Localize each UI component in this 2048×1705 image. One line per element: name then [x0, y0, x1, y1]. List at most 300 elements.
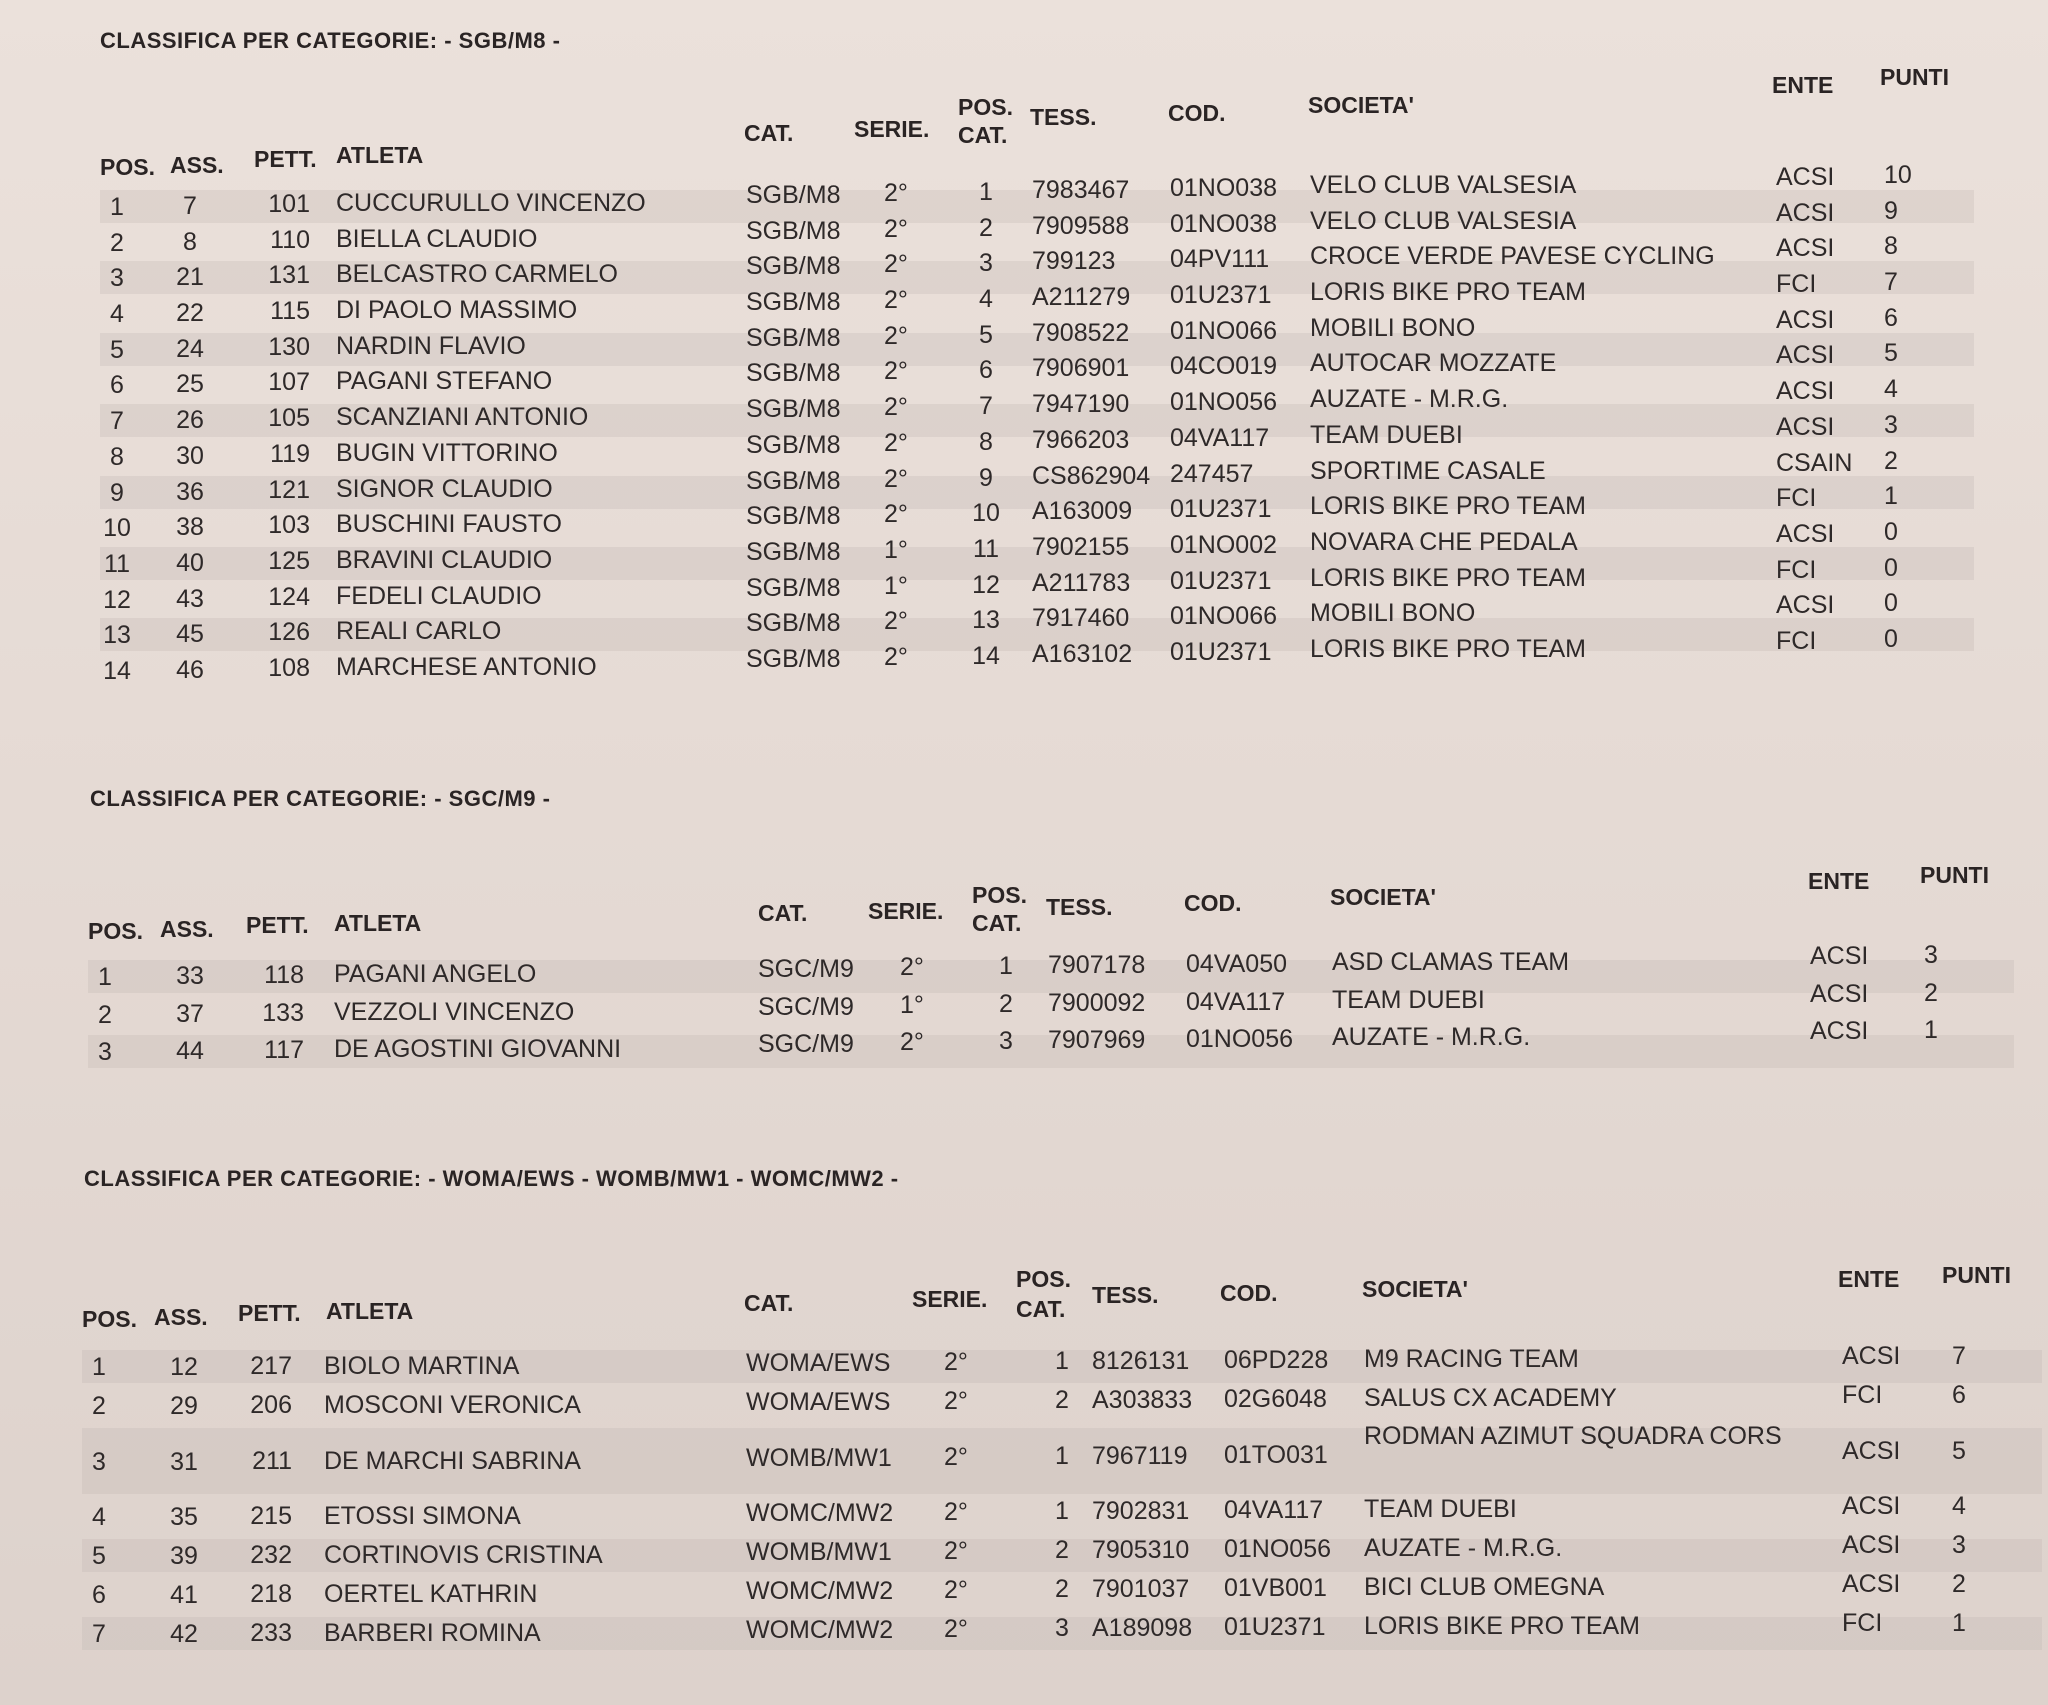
cell-tess: 7900092: [1048, 989, 1146, 1017]
cell-societa: M9 RACING TEAM: [1364, 1345, 1579, 1373]
header-tess: TESS.: [1046, 894, 1113, 920]
table-row: [82, 1492, 2042, 1533]
cell-ass: 37: [176, 1000, 204, 1028]
cell-pett: 101: [268, 190, 310, 218]
cell-serie: 2°: [884, 465, 908, 493]
header-ass: ASS.: [160, 916, 214, 942]
header-societa: SOCIETA': [1308, 92, 1414, 118]
cell-tess: 7905310: [1092, 1536, 1190, 1564]
cell-societa: LORIS BIKE PRO TEAM: [1364, 1612, 1641, 1640]
cell-pos-cat: 9: [979, 464, 993, 492]
cell-serie: 1°: [884, 572, 908, 600]
cell-atleta: NARDIN FLAVIO: [336, 332, 526, 360]
cell-ente: ACSI: [1776, 234, 1835, 262]
cell-tess: A163009: [1032, 497, 1133, 525]
cell-cod: 01NO038: [1170, 174, 1278, 202]
cell-pos: 7: [92, 1620, 106, 1648]
cell-tess: CS862904: [1032, 462, 1151, 490]
header-tess: TESS.: [1030, 104, 1097, 130]
cell-cat: WOMA/EWS: [746, 1349, 891, 1377]
cell-ass: 33: [176, 962, 204, 990]
cell-serie: 2°: [884, 429, 908, 457]
cell-societa: MOBILI BONO: [1310, 314, 1476, 342]
cell-cod: 04VA117: [1224, 1496, 1324, 1524]
cell-tess: A163102: [1032, 640, 1133, 668]
cell-cod: 06PD228: [1224, 1346, 1329, 1374]
header-ass: ASS.: [170, 152, 224, 178]
cell-punti: 7: [1884, 268, 1898, 296]
cell-cod: 01NO066: [1170, 317, 1278, 345]
cell-cat: SGC/M9: [758, 993, 854, 1021]
cell-cod: 04VA117: [1170, 424, 1270, 452]
cell-serie: 2°: [884, 357, 908, 385]
cell-serie: 2°: [944, 1443, 968, 1471]
cell-punti: 9: [1884, 197, 1898, 225]
cell-pos-cat: 11: [973, 535, 999, 563]
cell-ass: 22: [176, 299, 204, 327]
cell-serie: 2°: [944, 1348, 968, 1376]
cell-atleta: SCANZIANI ANTONIO: [336, 403, 589, 431]
cell-ente: ACSI: [1842, 1492, 1901, 1520]
cell-punti: 3: [1952, 1531, 1966, 1559]
cell-tess: 7902155: [1032, 533, 1130, 561]
cell-atleta: BELCASTRO CARMELO: [336, 260, 619, 288]
cell-pett: 105: [268, 404, 310, 432]
cell-punti: 3: [1884, 411, 1898, 439]
cell-serie: 1°: [900, 991, 924, 1019]
cell-pos: 2: [92, 1392, 106, 1420]
cell-ass: 25: [176, 370, 204, 398]
cell-tess: 7917460: [1032, 604, 1130, 632]
cell-ente: FCI: [1776, 627, 1817, 655]
cell-pett: 133: [262, 999, 304, 1027]
cell-cat: SGB/M8: [746, 181, 841, 209]
cell-pos: 13: [103, 621, 131, 649]
header-serie: SERIE.: [912, 1286, 988, 1312]
cell-societa: AUZATE - M.R.G.: [1332, 1023, 1531, 1051]
cell-serie: 2°: [884, 215, 908, 243]
cell-atleta: CUCCURULLO VINCENZO: [336, 189, 646, 217]
cell-serie: 2°: [884, 500, 908, 528]
header-societa: SOCIETA': [1330, 884, 1436, 910]
cell-punti: 2: [1952, 1570, 1966, 1598]
header-ente: ENTE: [1838, 1266, 1900, 1292]
cell-serie: 2°: [884, 393, 908, 421]
header-pos-cat-2: CAT.: [972, 910, 1022, 936]
cell-cat: WOMA/EWS: [746, 1388, 891, 1416]
cell-cat: SGB/M8: [746, 431, 841, 459]
cell-atleta: BUGIN VITTORINO: [336, 439, 558, 467]
cell-pett: 125: [268, 547, 310, 575]
cell-cat: SGB/M8: [746, 359, 841, 387]
cell-pos-cat: 2: [979, 214, 993, 242]
cell-tess: 7907969: [1048, 1026, 1146, 1054]
cell-pett: 121: [268, 476, 310, 504]
cell-societa: RODMAN AZIMUT SQUADRA CORS: [1364, 1422, 1782, 1450]
cell-pos-cat: 1: [1055, 1442, 1069, 1470]
cell-atleta: DI PAOLO MASSIMO: [336, 296, 578, 324]
header-punti: PUNTI: [1880, 64, 1949, 90]
cell-serie: 2°: [884, 322, 908, 350]
header-atleta: ATLETA: [336, 142, 424, 168]
cell-punti: 1: [1952, 1609, 1966, 1637]
cell-cat: SGB/M8: [746, 395, 841, 423]
cell-pos: 12: [103, 586, 131, 614]
cell-ass: 38: [176, 513, 204, 541]
cell-societa: LORIS BIKE PRO TEAM: [1310, 492, 1587, 520]
cell-ass: 40: [176, 549, 204, 577]
cell-ass: 42: [170, 1620, 198, 1648]
cell-pett: 206: [250, 1391, 292, 1419]
cell-punti: 1: [1924, 1016, 1938, 1044]
cell-pett: 107: [268, 368, 310, 396]
cell-cod: 01VB001: [1224, 1574, 1327, 1602]
cell-pos: 8: [110, 443, 124, 471]
cell-pos-cat: 7: [979, 392, 993, 420]
cell-societa: SALUS CX ACADEMY: [1364, 1384, 1617, 1412]
cell-serie: 2°: [884, 179, 908, 207]
cell-ente: ACSI: [1842, 1531, 1901, 1559]
cell-punti: 0: [1884, 589, 1898, 617]
cell-tess: 8126131: [1092, 1347, 1190, 1375]
cell-serie: 2°: [900, 953, 924, 981]
cell-pos: 5: [110, 336, 124, 364]
table-row: [82, 1570, 2042, 1611]
cell-pett: 115: [270, 297, 310, 325]
cell-punti: 3: [1924, 941, 1938, 969]
cell-cod: 01NO056: [1170, 388, 1278, 416]
cell-atleta: PAGANI STEFANO: [336, 367, 553, 395]
cell-pos: 3: [98, 1038, 112, 1066]
cell-societa: TEAM DUEBI: [1310, 421, 1463, 449]
cell-atleta: SIGNOR CLAUDIO: [336, 475, 553, 503]
cell-cod: 01NO038: [1170, 210, 1278, 238]
section-title: CLASSIFICA PER CATEGORIE: - WOMA/EWS - WOMB/MW1 - WOMC/MW2 -: [84, 1166, 899, 1191]
cell-pett: 110: [270, 226, 310, 254]
cell-atleta: REALI CARLO: [336, 617, 502, 645]
header-pos-cat-1: POS.: [1016, 1266, 1071, 1292]
cell-tess: 7902831: [1092, 1497, 1190, 1525]
header-serie: SERIE.: [854, 116, 930, 142]
cell-ente: FCI: [1776, 270, 1817, 298]
section-title: CLASSIFICA PER CATEGORIE: - SGC/M9 -: [90, 786, 551, 811]
cell-ass: 24: [176, 335, 204, 363]
header-cod: COD.: [1184, 890, 1242, 916]
cell-tess: 7909588: [1032, 212, 1130, 240]
cell-ente: ACSI: [1776, 306, 1835, 334]
header-cat: CAT.: [744, 1290, 794, 1316]
cell-ente: ACSI: [1776, 591, 1835, 619]
header-atleta: ATLETA: [334, 910, 422, 936]
cell-serie: 2°: [884, 250, 908, 278]
cell-ass: 29: [170, 1392, 198, 1420]
cell-serie: 1°: [884, 536, 908, 564]
cell-tess: A211279: [1032, 283, 1131, 311]
cell-pett: 130: [268, 333, 310, 361]
cell-ente: ACSI: [1842, 1570, 1901, 1598]
cell-pett: 232: [250, 1541, 292, 1569]
cell-cod: 247457: [1170, 460, 1254, 488]
cell-cat: SGB/M8: [746, 467, 841, 495]
cell-tess: A303833: [1092, 1386, 1193, 1414]
cell-atleta: PAGANI ANGELO: [334, 960, 537, 988]
cell-punti: 8: [1884, 232, 1898, 260]
cell-atleta: MOSCONI VERONICA: [324, 1391, 581, 1419]
cell-serie: 2°: [884, 607, 908, 635]
cell-ente: ACSI: [1810, 980, 1869, 1008]
cell-pett: 126: [268, 618, 310, 646]
header-pos: POS.: [100, 154, 155, 180]
header-cod: COD.: [1168, 100, 1226, 126]
cell-cat: SGB/M8: [746, 574, 841, 602]
cell-atleta: DE MARCHI SABRINA: [324, 1447, 581, 1475]
header-punti: PUNTI: [1942, 1262, 2011, 1288]
cell-pos-cat: 14: [972, 642, 1000, 670]
cell-cod: 01TO031: [1224, 1441, 1328, 1469]
cell-pos-cat: 12: [972, 571, 1000, 599]
cell-ass: 46: [176, 656, 204, 684]
cell-pos-cat: 2: [1055, 1536, 1069, 1564]
header-pett: PETT.: [238, 1300, 301, 1326]
header-cod: COD.: [1220, 1280, 1278, 1306]
cell-ente: ACSI: [1776, 341, 1835, 369]
cell-tess: 799123: [1032, 247, 1116, 275]
cell-atleta: OERTEL KATHRIN: [324, 1580, 538, 1608]
cell-punti: 2: [1924, 979, 1938, 1007]
cell-cat: SGB/M8: [746, 324, 841, 352]
cell-cat: SGB/M8: [746, 609, 841, 637]
cell-pos-cat: 3: [979, 249, 993, 277]
cell-atleta: CORTINOVIS CRISTINA: [324, 1541, 603, 1569]
header-pos: POS.: [88, 918, 143, 944]
cell-tess: 7906901: [1032, 354, 1130, 382]
cell-cat: WOMB/MW1: [746, 1538, 892, 1566]
cell-serie: 2°: [944, 1498, 968, 1526]
cell-ente: ACSI: [1776, 520, 1835, 548]
cell-ente: FCI: [1842, 1381, 1883, 1409]
cell-cod: 02G6048: [1224, 1385, 1327, 1413]
cell-societa: VELO CLUB VALSESIA: [1310, 171, 1577, 199]
cell-tess: 7907178: [1048, 951, 1146, 979]
cell-societa: AUTOCAR MOZZATE: [1310, 349, 1557, 377]
table-row: [82, 1609, 2042, 1650]
cell-societa: LORIS BIKE PRO TEAM: [1310, 278, 1587, 306]
cell-pos-cat: 13: [972, 606, 1000, 634]
cell-cat: SGB/M8: [746, 252, 841, 280]
cell-pos: 4: [92, 1503, 106, 1531]
cell-pos: 1: [110, 193, 124, 221]
cell-cat: WOMC/MW2: [746, 1616, 894, 1644]
cell-ente: ACSI: [1842, 1437, 1901, 1465]
header-cat: CAT.: [758, 900, 808, 926]
cell-tess: 7966203: [1032, 426, 1130, 454]
cell-ente: CSAIN: [1776, 449, 1853, 477]
cell-ente: ACSI: [1776, 163, 1835, 191]
cell-cod: 01U2371: [1170, 638, 1272, 666]
cell-pos: 6: [110, 371, 124, 399]
cell-pos: 1: [92, 1353, 106, 1381]
cell-atleta: FEDELI CLAUDIO: [336, 582, 542, 610]
cell-cat: SGB/M8: [746, 288, 841, 316]
cell-ass: 43: [176, 585, 204, 613]
cell-societa: ASD CLAMAS TEAM: [1332, 948, 1570, 976]
cell-pos: 10: [103, 514, 131, 542]
header-ass: ASS.: [154, 1304, 208, 1330]
cell-cat: SGB/M8: [746, 217, 841, 245]
cell-serie: 2°: [944, 1387, 968, 1415]
cell-ente: ACSI: [1810, 942, 1869, 970]
cell-pett: 118: [264, 961, 304, 989]
cell-societa: AUZATE - M.R.G.: [1310, 385, 1509, 413]
cell-ass: 39: [170, 1542, 198, 1570]
cell-pos-cat: 2: [1055, 1575, 1069, 1603]
cell-societa: AUZATE - M.R.G.: [1364, 1534, 1563, 1562]
cell-cat: SGB/M8: [746, 645, 841, 673]
table-row: [82, 1381, 2042, 1422]
cell-pos: 4: [110, 300, 124, 328]
cell-ass: 26: [176, 406, 204, 434]
cell-atleta: BUSCHINI FAUSTO: [336, 510, 562, 538]
header-pos: POS.: [82, 1306, 137, 1332]
cell-cat: SGC/M9: [758, 1030, 854, 1058]
cell-ente: FCI: [1776, 484, 1817, 512]
header-pos-cat-1: POS.: [958, 94, 1013, 120]
cell-pett: 218: [250, 1580, 292, 1608]
header-tess: TESS.: [1092, 1282, 1159, 1308]
table-row: [82, 1342, 2042, 1383]
cell-pos: 11: [104, 550, 130, 578]
cell-societa: LORIS BIKE PRO TEAM: [1310, 635, 1587, 663]
cell-serie: 2°: [944, 1537, 968, 1565]
cell-serie: 2°: [884, 286, 908, 314]
cell-cod: 01U2371: [1224, 1613, 1326, 1641]
cell-ass: 8: [183, 228, 197, 256]
cell-cod: 04CO019: [1170, 352, 1278, 380]
header-ente: ENTE: [1772, 72, 1834, 98]
cell-atleta: BRAVINI CLAUDIO: [336, 546, 553, 574]
cell-punti: 4: [1884, 375, 1898, 403]
cell-cod: 04VA050: [1186, 950, 1288, 978]
cell-pett: 108: [268, 654, 310, 682]
cell-tess: 7947190: [1032, 390, 1130, 418]
cell-ente: ACSI: [1842, 1342, 1901, 1370]
cell-pos-cat: 1: [999, 952, 1013, 980]
cell-atleta: VEZZOLI VINCENZO: [334, 998, 575, 1026]
cell-punti: 0: [1884, 625, 1898, 653]
cell-cod: 01U2371: [1170, 495, 1272, 523]
cell-cat: SGC/M9: [758, 955, 854, 983]
header-pett: PETT.: [254, 146, 317, 172]
cell-punti: 6: [1884, 304, 1898, 332]
cell-ass: 45: [176, 620, 204, 648]
cell-ente: FCI: [1776, 556, 1817, 584]
table-row: [82, 1531, 2042, 1572]
cell-ass: 41: [170, 1581, 198, 1609]
cell-pos-cat: 5: [979, 321, 993, 349]
cell-pett: 215: [250, 1502, 292, 1530]
cell-societa: NOVARA CHE PEDALA: [1310, 528, 1578, 556]
cell-cat: WOMC/MW2: [746, 1499, 894, 1527]
cell-societa: MOBILI BONO: [1310, 599, 1476, 627]
cell-pett: 217: [250, 1352, 292, 1380]
cell-cat: SGB/M8: [746, 502, 841, 530]
cell-pos-cat: 8: [979, 428, 993, 456]
cell-pos: 7: [110, 407, 124, 435]
cell-pos-cat: 1: [1055, 1347, 1069, 1375]
cell-cod: 01NO056: [1224, 1535, 1332, 1563]
header-pos-cat-2: CAT.: [1016, 1296, 1066, 1322]
cell-pos: 9: [110, 479, 124, 507]
header-societa: SOCIETA': [1362, 1276, 1468, 1302]
cell-societa: TEAM DUEBI: [1332, 986, 1485, 1014]
cell-ente: ACSI: [1776, 199, 1835, 227]
cell-punti: 0: [1884, 554, 1898, 582]
cell-pos: 2: [110, 229, 124, 257]
cell-atleta: DE AGOSTINI GIOVANNI: [334, 1035, 622, 1063]
cell-ente: ACSI: [1776, 413, 1835, 441]
cell-ente: ACSI: [1776, 377, 1835, 405]
cell-cat: SGB/M8: [746, 538, 841, 566]
cell-ass: 44: [176, 1037, 204, 1065]
header-pos-cat-2: CAT.: [958, 122, 1008, 148]
cell-pett: 103: [268, 511, 310, 539]
cell-pos-cat: 1: [1055, 1497, 1069, 1525]
cell-ass: 36: [176, 478, 204, 506]
cell-serie: 2°: [900, 1028, 924, 1056]
cell-societa: CROCE VERDE PAVESE CYCLING: [1310, 242, 1715, 270]
cell-pett: 119: [270, 440, 310, 468]
cell-pos: 3: [110, 264, 124, 292]
header-punti: PUNTI: [1920, 862, 1989, 888]
cell-punti: 5: [1952, 1437, 1966, 1465]
cell-cod: 01NO066: [1170, 602, 1278, 630]
cell-cod: 04VA117: [1186, 988, 1286, 1016]
cell-punti: 2: [1884, 447, 1898, 475]
cell-pos-cat: 1: [979, 178, 993, 206]
table-row: [82, 1422, 2042, 1494]
cell-pett: 211: [252, 1447, 292, 1475]
cell-pett: 117: [264, 1036, 304, 1064]
cell-pos: 1: [98, 963, 112, 991]
header-pett: PETT.: [246, 912, 309, 938]
cell-ass: 30: [176, 442, 204, 470]
cell-tess: 7983467: [1032, 176, 1130, 204]
cell-ass: 21: [176, 263, 204, 291]
header-atleta: ATLETA: [326, 1298, 414, 1324]
cell-serie: 2°: [884, 643, 908, 671]
cell-societa: LORIS BIKE PRO TEAM: [1310, 564, 1587, 592]
cell-pos-cat: 2: [999, 990, 1013, 1018]
header-ente: ENTE: [1808, 868, 1870, 894]
cell-atleta: MARCHESE ANTONIO: [336, 653, 597, 681]
cell-cod: 01U2371: [1170, 567, 1272, 595]
cell-punti: 7: [1952, 1342, 1966, 1370]
cell-tess: A189098: [1092, 1614, 1193, 1642]
cell-pett: 124: [268, 583, 310, 611]
header-serie: SERIE.: [868, 898, 944, 924]
cell-cat: WOMC/MW2: [746, 1577, 894, 1605]
cell-serie: 2°: [944, 1576, 968, 1604]
cell-pos-cat: 6: [979, 356, 993, 384]
cell-pos: 6: [92, 1581, 106, 1609]
cell-ente: ACSI: [1810, 1017, 1869, 1045]
cell-tess: 7908522: [1032, 319, 1130, 347]
cell-punti: 1: [1884, 482, 1898, 510]
cell-cod: 01NO056: [1186, 1025, 1294, 1053]
cell-ass: 7: [183, 192, 197, 220]
cell-punti: 6: [1952, 1381, 1966, 1409]
cell-societa: VELO CLUB VALSESIA: [1310, 207, 1577, 235]
